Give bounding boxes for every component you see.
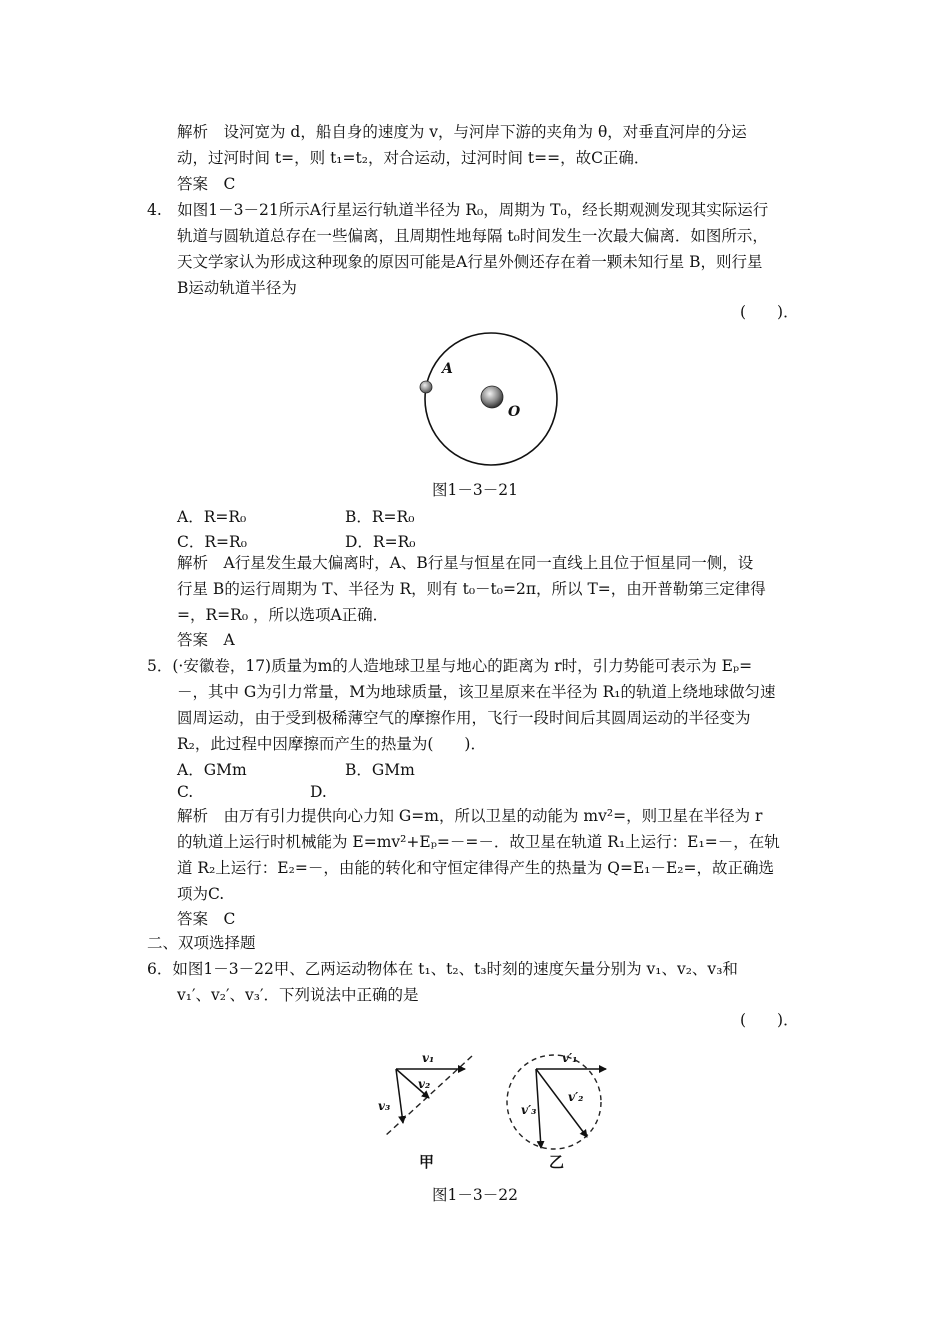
q5-option-a: A．GMm	[177, 761, 247, 779]
q3-analysis-line-1: 解析 设河宽为 d，船自身的速度为 v，与河岸下游的夹角为 θ，对垂直河岸的分运	[177, 123, 747, 141]
q4-analysis-line-2: 行星 B的运行周期为 T、半径为 R，则有 t₀－t₀=2π，所以 T=，由开普勒第三定律得	[177, 580, 766, 598]
q3-answer: 答案 C	[177, 175, 236, 193]
q5-option-c: C.	[177, 783, 194, 801]
q4-answer-paren: ( )．	[740, 303, 799, 321]
q4-analysis-line-3: =，R=R₀ ，所以选项A正确．	[177, 606, 389, 624]
label-o: O	[508, 404, 521, 420]
q4-analysis-line-1: 解析 A行星发生最大偏离时，A、B行星与恒星在同一直线上且位于恒星同一侧，设	[177, 554, 754, 572]
q5-stem-line-4: R₂，此过程中因摩擦而产生的热量为( )．	[177, 735, 486, 753]
figure-velocity-vectors	[370, 1038, 620, 1178]
jia-label: 甲	[419, 1153, 435, 1171]
yi-label-v3: v′₃	[521, 1103, 537, 1117]
figure-1-3-21-caption: 图1－3－21	[432, 481, 518, 499]
jia-label-v3: v₃	[378, 1099, 391, 1113]
q4-option-d: D．R=R₀	[345, 533, 416, 551]
section-heading: 二、双项选择题	[147, 934, 256, 952]
jia-dashed-line	[385, 1056, 472, 1136]
q5-answer: 答案 C	[177, 910, 236, 928]
q4-option-c: C．R=R₀	[177, 533, 247, 551]
figure-orbit	[410, 320, 570, 480]
label-a: A	[442, 361, 453, 377]
q4-stem-line-2: 轨道与圆轨道总存在一些偏离，且周期性地每隔 t₀时间发生一次最大偏离．如图所示，	[177, 227, 768, 245]
q6-answer-paren: ( )．	[740, 1011, 799, 1029]
central-star	[481, 386, 503, 408]
jia-label-v1: v₁	[422, 1051, 435, 1065]
jia-label-v2: v₂	[418, 1077, 431, 1091]
planet-a	[420, 381, 432, 393]
yi-label: 乙	[549, 1153, 565, 1171]
yi-label-v2: v′₂	[568, 1090, 584, 1104]
q4-stem-line-3: 天文学家认为形成这种现象的原因可能是A行星外侧还存在着一颗未知行星 B，则行星	[177, 253, 763, 271]
q5-analysis-line-1: 解析 由万有引力提供向心力知 G=m，所以卫星的动能为 mv²=，则卫星在半径为 r	[177, 807, 763, 825]
q5-option-b: B．GMm	[345, 761, 415, 779]
q6-stem-line-2: v₁′、v₂′、v₃′．下列说法中正确的是	[177, 986, 419, 1004]
q4-option-b: B．R=R₀	[345, 508, 415, 526]
q5-analysis-line-2: 的轨道上运行时机械能为 E=mv²+Eₚ=－=－．故卫星在轨道 R₁上运行：E₁=－，在轨	[177, 833, 780, 851]
yi-label-v1: v′₁	[562, 1051, 578, 1065]
q5-stem-line-3: 圆周运动，由于受到极稀薄空气的摩擦作用，飞行一段时间后其圆周运动的半径变为	[177, 709, 751, 727]
q4-option-a: A．R=R₀	[177, 508, 247, 526]
q5-stem-line-1: 5．(·安徽卷，17)质量为m的人造地球卫星与地心的距离为 r时，引力势能可表示为 Eₚ=	[147, 657, 753, 675]
q3-analysis-line-2: 动，过河时间 t=，则 t₁=t₂，对合运动，过河时间 t==，故C正确．	[177, 149, 650, 167]
q5-stem-line-2: －，其中 G为引力常量，M为地球质量，该卫星原来在半径为 R₁的轨道上绕地球做匀速	[177, 683, 776, 701]
q6-stem-line-1: 6．如图1－3－22甲、乙两运动物体在 t₁、t₂、t₃时刻的速度矢量分别为 v₁、v₂、v₃和	[147, 960, 738, 978]
q5-option-d: D.	[310, 783, 327, 801]
q4-stem-line-1: 4. 如图1－3－21所示A行星运行轨道半径为 R₀，周期为 T₀，经长期观测发现其实际运行	[147, 201, 769, 219]
q4-stem-line-4: B运动轨道半径为	[177, 279, 297, 297]
yi-vector-v3	[536, 1069, 541, 1148]
q4-answer: 答案 A	[177, 631, 235, 649]
figure-1-3-22-caption: 图1－3－22	[432, 1186, 518, 1204]
jia-vector-v3	[396, 1069, 403, 1123]
q5-analysis-line-4: 项为C.	[177, 885, 225, 903]
q5-analysis-line-3: 道 R₂上运行：E₂=－，由能的转化和守恒定律得产生的热量为 Q=E₁－E₂=，故正确选	[177, 859, 774, 877]
